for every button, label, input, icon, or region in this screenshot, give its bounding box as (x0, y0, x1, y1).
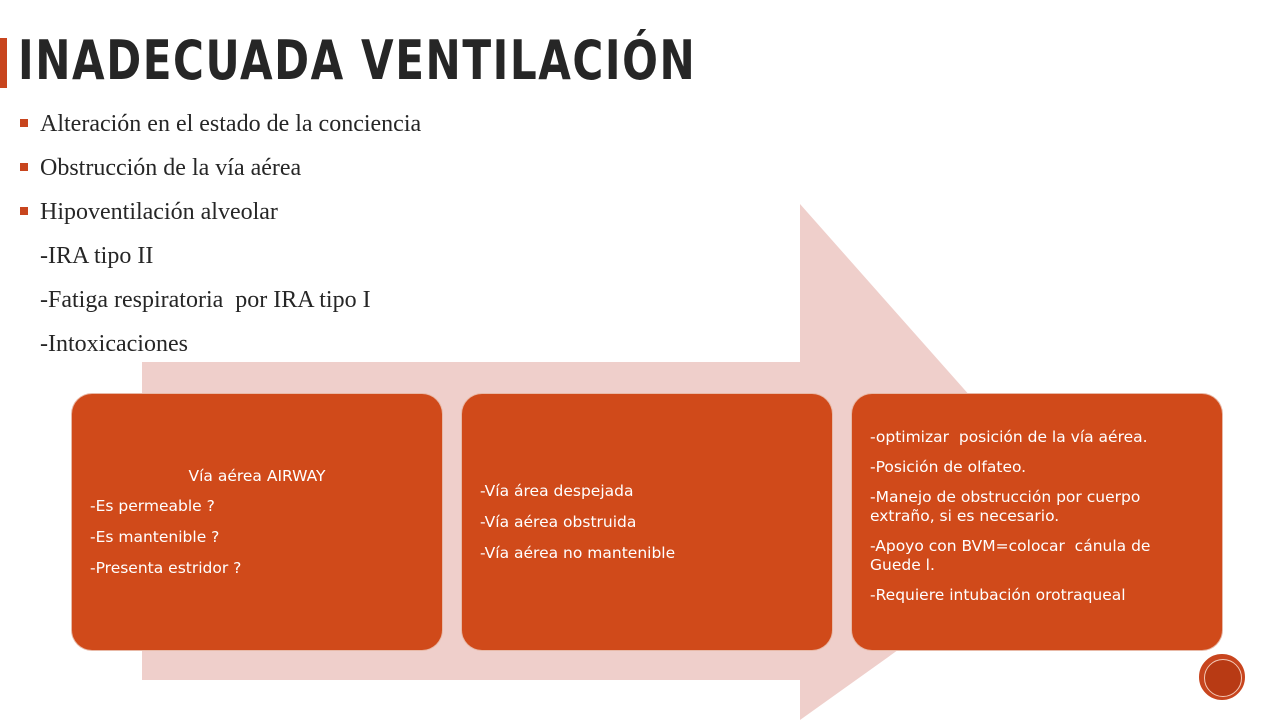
slide-nav-button[interactable] (1199, 654, 1245, 700)
square-bullet-icon (20, 163, 28, 171)
box-line: -Posición de olfateo. (870, 458, 1027, 476)
process-box-airway (72, 394, 442, 650)
sub-item (20, 324, 421, 368)
bullet-item (20, 192, 421, 236)
bullet-item (20, 148, 421, 192)
box-line: -Apoyo con BVM=colocar cánula de Guede l. (870, 537, 1156, 574)
bullet-list (20, 104, 421, 368)
sub-item (20, 280, 421, 324)
bullet-text: Obstrucción de la vía aérea (40, 155, 302, 181)
circle-nav-icon (1204, 659, 1242, 697)
title-accent-bar (0, 38, 7, 88)
slide-title: INADECUADA VENTILACIÓN (18, 29, 697, 92)
box-line: -Vía área despejada (480, 481, 634, 500)
sub-item (20, 236, 421, 280)
process-box-status (462, 394, 832, 650)
box-line: -Vía aérea no mantenible (480, 543, 676, 562)
sub-item-text: -Fatiga respiratoria por IRA tipo I (40, 287, 371, 313)
bullet-text: Alteración en el estado de la conciencia (40, 111, 422, 137)
square-bullet-icon (20, 207, 28, 215)
box-line: -Manejo de obstrucción por cuerpo extraño, si es necesario. (870, 488, 1141, 525)
box-line: -Es permeable ? (90, 496, 215, 515)
sub-item-text: -IRA tipo II (40, 243, 154, 269)
box-line: -optimizar posición de la vía aérea. (870, 428, 1148, 446)
box-line: -Vía aérea obstruida (480, 512, 637, 531)
process-box-actions (852, 394, 1222, 650)
sub-item-text: -Intoxicaciones (40, 331, 188, 357)
square-bullet-icon (20, 119, 28, 127)
box-heading: Vía aérea AIRWAY (188, 466, 326, 485)
box-line: -Es mantenible ? (90, 527, 220, 546)
bullet-text: Hipoventilación alveolar (40, 199, 278, 225)
box-line: -Requiere intubación orotraqueal (870, 586, 1126, 604)
box-line: -Presenta estridor ? (90, 558, 242, 577)
bullet-item (20, 104, 421, 148)
